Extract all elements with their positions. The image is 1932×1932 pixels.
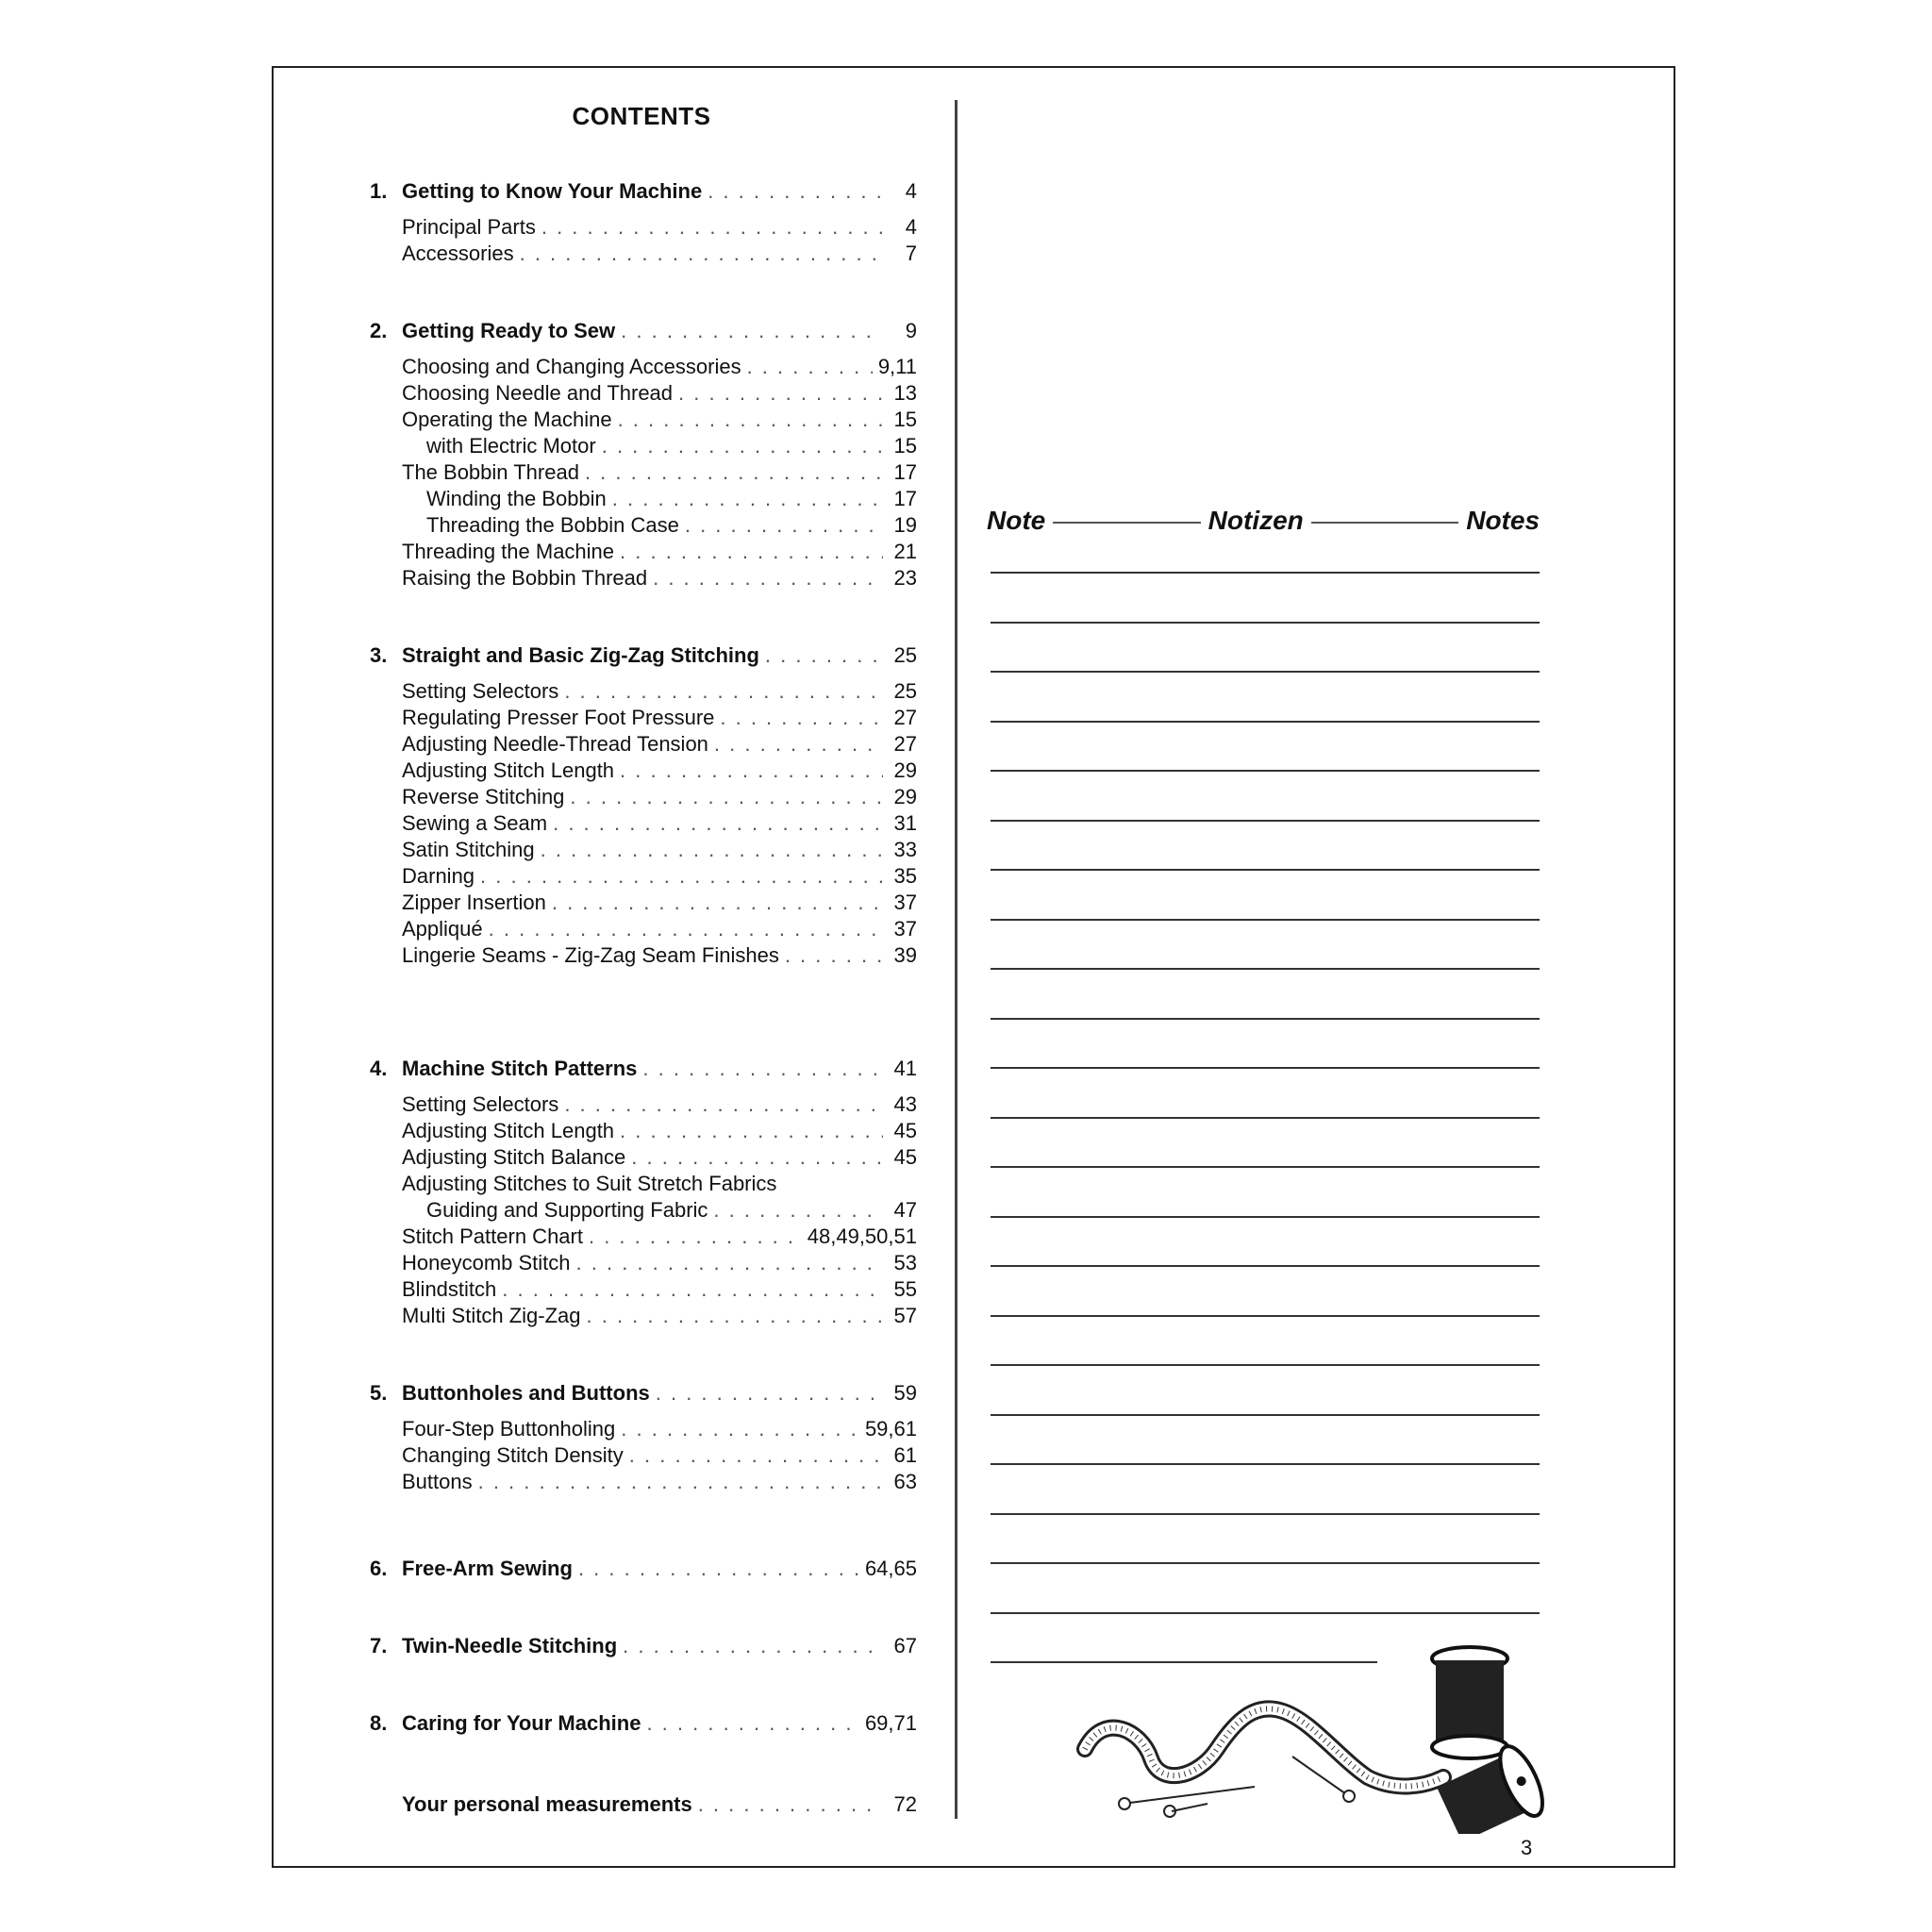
toc-row	[370, 1224, 917, 1253]
toc-label: Machine Stitch Patterns	[402, 1057, 638, 1080]
toc-leader-dots	[502, 1277, 883, 1302]
toc-page-number: 19	[893, 513, 917, 537]
toc-leader-dots	[713, 1198, 883, 1223]
toc-page-number: 4	[905, 179, 917, 203]
toc-page-number: 35	[893, 864, 917, 888]
note-line	[991, 721, 1540, 723]
toc-label: Adjusting Stitches to Suit Stretch Fabrics	[402, 1172, 777, 1195]
toc-row	[370, 1277, 917, 1306]
toc-label: Threading the Machine	[402, 540, 615, 563]
toc-label: Appliqué	[402, 917, 483, 941]
toc-leader-dots	[587, 1304, 884, 1328]
toc-leader-dots	[564, 679, 883, 704]
toc-leader-dots	[585, 460, 883, 485]
toc-leader-dots	[785, 943, 883, 968]
toc-label: Choosing and Changing Accessories	[402, 355, 741, 378]
toc-label: Your personal measurements	[402, 1792, 692, 1816]
tape-measure-ribbon	[1085, 1708, 1443, 1786]
notes-heading	[987, 502, 1540, 540]
toc-leader-dots	[552, 891, 883, 915]
toc-label: Accessories	[402, 242, 514, 265]
toc-page-number: 55	[893, 1277, 917, 1301]
toc-leader-dots	[541, 838, 883, 862]
toc-page-number: 37	[893, 891, 917, 914]
toc-page-number: 31	[893, 811, 917, 835]
toc-row	[370, 1470, 917, 1498]
toc-leader-dots	[618, 408, 883, 432]
toc-leader-dots	[646, 1711, 858, 1736]
toc-page-number: 64,65	[864, 1557, 917, 1580]
toc-leader-dots	[621, 319, 883, 343]
toc-leader-dots	[478, 1470, 883, 1494]
toc-label: Multi Stitch Zig-Zag	[402, 1304, 581, 1327]
toc-label: Operating the Machine	[402, 408, 612, 431]
toc-page-number: 67	[893, 1634, 917, 1657]
toc-page-number: 17	[893, 487, 917, 510]
toc-row	[370, 679, 917, 708]
pin-head	[1119, 1798, 1130, 1809]
toc-page-number: 9	[905, 319, 917, 342]
toc-number: 5.	[370, 1381, 388, 1405]
toc-page-number: 17	[893, 460, 917, 484]
notes-heading-rule	[1311, 522, 1458, 524]
toc-leader-dots	[541, 215, 883, 240]
toc-leader-dots	[621, 1417, 859, 1441]
toc-label: Guiding and Supporting Fabric	[426, 1198, 708, 1222]
note-line	[991, 919, 1540, 921]
toc-label: Honeycomb Stitch	[402, 1251, 571, 1274]
toc-chapter-row	[370, 179, 917, 208]
toc-leader-dots	[656, 1381, 883, 1406]
toc-label: Caring for Your Machine	[402, 1711, 641, 1735]
toc-leader-dots	[631, 1145, 883, 1170]
note-line	[991, 1364, 1540, 1366]
note-line	[991, 1612, 1540, 1614]
toc-chapter-row	[370, 1711, 917, 1740]
note-line	[991, 1513, 1540, 1515]
toc-label: Adjusting Needle-Thread Tension	[402, 732, 708, 756]
toc-page-number: 61	[893, 1443, 917, 1467]
toc-label: Free-Arm Sewing	[402, 1557, 573, 1580]
toc-leader-dots	[708, 179, 883, 204]
toc-chapter-row	[370, 643, 917, 672]
note-line	[991, 820, 1540, 822]
toc-leader-dots	[578, 1557, 859, 1581]
note-line	[991, 1265, 1540, 1267]
toc-number: 1.	[370, 179, 388, 203]
note-line	[991, 1067, 1540, 1069]
toc-page-number: 63	[893, 1470, 917, 1493]
toc-row	[370, 732, 917, 760]
note-label-de: Notizen	[1208, 506, 1304, 535]
toc-label: Raising the Bobbin Thread	[402, 566, 648, 590]
toc-label: Choosing Needle and Thread	[402, 381, 674, 405]
toc-row	[370, 943, 917, 972]
toc-page-number: 29	[893, 758, 917, 782]
toc-page-number: 57	[893, 1304, 917, 1327]
toc-row	[370, 1172, 917, 1200]
toc-row	[370, 242, 917, 270]
toc-page-number: 41	[893, 1057, 917, 1080]
toc-row	[370, 1304, 917, 1332]
toc-leader-dots	[589, 1224, 802, 1249]
note-line	[991, 770, 1540, 772]
note-line	[991, 869, 1540, 871]
toc-page-number: 27	[893, 732, 917, 756]
toc-row	[370, 811, 917, 840]
toc-row	[370, 1119, 917, 1147]
toc-label: Getting to Know Your Machine	[402, 179, 703, 203]
note-line	[991, 1166, 1540, 1168]
toc-leader-dots	[653, 566, 883, 591]
toc-page-number: 69,71	[864, 1711, 917, 1735]
contents-title-text: CONTENTS	[572, 102, 711, 130]
toc-label: Sewing a Seam	[402, 811, 548, 835]
thread-spool-and-tape-illustration	[1066, 1645, 1557, 1834]
toc-leader-dots	[620, 1119, 883, 1143]
toc-label: Twin-Needle Stitching	[402, 1634, 618, 1657]
toc-label: Setting Selectors	[402, 679, 559, 703]
toc-leader-dots	[623, 1634, 883, 1658]
toc-row	[370, 381, 917, 409]
note-line	[991, 1216, 1540, 1218]
notes-heading-rule	[1053, 522, 1200, 524]
note-line	[991, 622, 1540, 624]
toc-leader-dots	[714, 732, 883, 757]
toc-page-number: 9,11	[877, 355, 917, 378]
toc-leader-dots	[489, 917, 883, 941]
toc-chapter-row	[370, 1634, 917, 1662]
toc-label: Threading the Bobbin Case	[426, 513, 679, 537]
toc-leader-dots	[480, 864, 883, 889]
toc-label: Four-Step Buttonholing	[402, 1417, 616, 1441]
contents-title	[0, 102, 1283, 131]
toc-row	[370, 1198, 917, 1226]
toc-label: with Electric Motor	[426, 434, 596, 458]
toc-number: 4.	[370, 1057, 388, 1080]
toc-row	[370, 215, 917, 243]
toc-leader-dots	[553, 811, 883, 836]
toc-row	[370, 540, 917, 568]
toc-label: Adjusting Stitch Length	[402, 758, 615, 782]
note-line	[991, 968, 1540, 970]
toc-label: The Bobbin Thread	[402, 460, 579, 484]
note-line	[991, 572, 1540, 574]
spool-bottom	[1432, 1736, 1507, 1758]
toc-row	[370, 1417, 917, 1445]
pin	[1123, 1787, 1255, 1804]
toc-leader-dots	[520, 242, 883, 266]
toc-row	[370, 355, 917, 383]
toc-leader-dots	[747, 355, 873, 379]
toc-page-number: 13	[893, 381, 917, 405]
toc-leader-dots	[620, 758, 883, 783]
toc-label: Darning	[402, 864, 475, 888]
toc-leader-dots	[642, 1057, 883, 1081]
pin-head	[1343, 1790, 1355, 1802]
toc-row	[370, 706, 917, 734]
toc-label: Getting Ready to Sew	[402, 319, 616, 342]
toc-label: Buttons	[402, 1470, 473, 1493]
note-line	[991, 1463, 1540, 1465]
toc-row	[370, 1251, 917, 1279]
toc-chapter-row	[370, 1557, 917, 1585]
toc-page-number: 45	[893, 1145, 917, 1169]
toc-row	[370, 838, 917, 866]
toc-label: Setting Selectors	[402, 1092, 559, 1116]
toc-leader-dots	[576, 1251, 883, 1275]
toc-label: Straight and Basic Zig-Zag Stitching	[402, 643, 759, 667]
toc-page-number: 23	[893, 566, 917, 590]
toc-row	[370, 917, 917, 945]
note-line	[991, 1315, 1540, 1317]
toc-row	[370, 785, 917, 813]
toc-row	[370, 1145, 917, 1174]
toc-chapter-row	[370, 319, 917, 347]
toc-leader-dots	[698, 1792, 883, 1817]
toc-leader-dots	[720, 706, 883, 730]
toc-number: 2.	[370, 319, 388, 342]
toc-row	[370, 408, 917, 436]
toc-row	[370, 434, 917, 462]
toc-row	[370, 758, 917, 787]
note-line	[991, 1018, 1540, 1020]
toc-label: Regulating Presser Foot Pressure	[402, 706, 715, 729]
toc-page-number: 53	[893, 1251, 917, 1274]
toc-leader-dots	[765, 643, 883, 668]
toc-row	[370, 864, 917, 892]
toc-page-number: 4	[905, 215, 917, 239]
toc-page-number: 43	[893, 1092, 917, 1116]
pin	[1172, 1804, 1208, 1811]
note-line	[991, 671, 1540, 673]
toc-label: Stitch Pattern Chart	[402, 1224, 583, 1248]
toc-leader-dots	[629, 1443, 883, 1468]
note-line	[991, 1414, 1540, 1416]
toc-label: Satin Stitching	[402, 838, 535, 861]
toc-label: Buttonholes and Buttons	[402, 1381, 650, 1405]
toc-label: Changing Stitch Density	[402, 1443, 624, 1467]
note-line	[991, 1562, 1540, 1564]
toc-page-number: 7	[905, 242, 917, 265]
toc-label: Winding the Bobbin	[426, 487, 607, 510]
toc-page-number: 39	[893, 943, 917, 967]
toc-label: Blindstitch	[402, 1277, 497, 1301]
toc-row	[370, 487, 917, 515]
toc-leader-dots	[602, 434, 883, 458]
toc-row	[370, 566, 917, 594]
toc-label: Reverse Stitching	[402, 785, 565, 808]
toc-number: 3.	[370, 643, 388, 667]
toc-row	[370, 1092, 917, 1121]
toc-leader-dots	[570, 785, 883, 809]
note-label-notes: Notes	[1466, 506, 1541, 535]
toc-row	[370, 460, 917, 489]
toc-page-number: 59,61	[864, 1417, 917, 1441]
toc-number: 6.	[370, 1557, 388, 1580]
column-divider	[955, 100, 958, 1819]
toc-page-number: 15	[893, 434, 917, 458]
toc-page-number: 15	[893, 408, 917, 431]
toc-label: Principal Parts	[402, 215, 536, 239]
toc-page-number: 37	[893, 917, 917, 941]
toc-label: Lingerie Seams - Zig-Zag Seam Finishes	[402, 943, 779, 967]
toc-number: 8.	[370, 1711, 388, 1735]
toc-row	[370, 513, 917, 541]
toc-number: 7.	[370, 1634, 388, 1657]
toc-page-number: 47	[893, 1198, 917, 1222]
toc-page-number: 72	[893, 1792, 917, 1816]
toc-page-number: 25	[893, 643, 917, 667]
toc-page-number: 48,49,50,51	[807, 1224, 917, 1248]
toc-chapter-row	[370, 1792, 917, 1821]
toc-leader-dots	[620, 540, 883, 564]
toc-label: Adjusting Stitch Balance	[402, 1145, 626, 1169]
toc-page-number: 33	[893, 838, 917, 861]
toc-label: Adjusting Stitch Length	[402, 1119, 615, 1142]
toc-page-number: 27	[893, 706, 917, 729]
toc-chapter-row	[370, 1381, 917, 1409]
toc-leader-dots	[564, 1092, 883, 1117]
page-number: 3	[1521, 1836, 1533, 1859]
toc-label: Zipper Insertion	[402, 891, 546, 914]
note-label-en: Note	[987, 506, 1046, 535]
toc-page-number: 25	[893, 679, 917, 703]
toc-row	[370, 891, 917, 919]
toc-leader-dots	[678, 381, 883, 406]
toc-page-number: 59	[893, 1381, 917, 1405]
toc-leader-dots	[685, 513, 883, 538]
toc-page-number: 21	[893, 540, 917, 563]
note-line	[991, 1117, 1540, 1119]
toc-page-number: 29	[893, 785, 917, 808]
toc-chapter-row	[370, 1057, 917, 1085]
toc-page-number: 45	[893, 1119, 917, 1142]
toc-row	[370, 1443, 917, 1472]
toc-leader-dots	[612, 487, 883, 511]
